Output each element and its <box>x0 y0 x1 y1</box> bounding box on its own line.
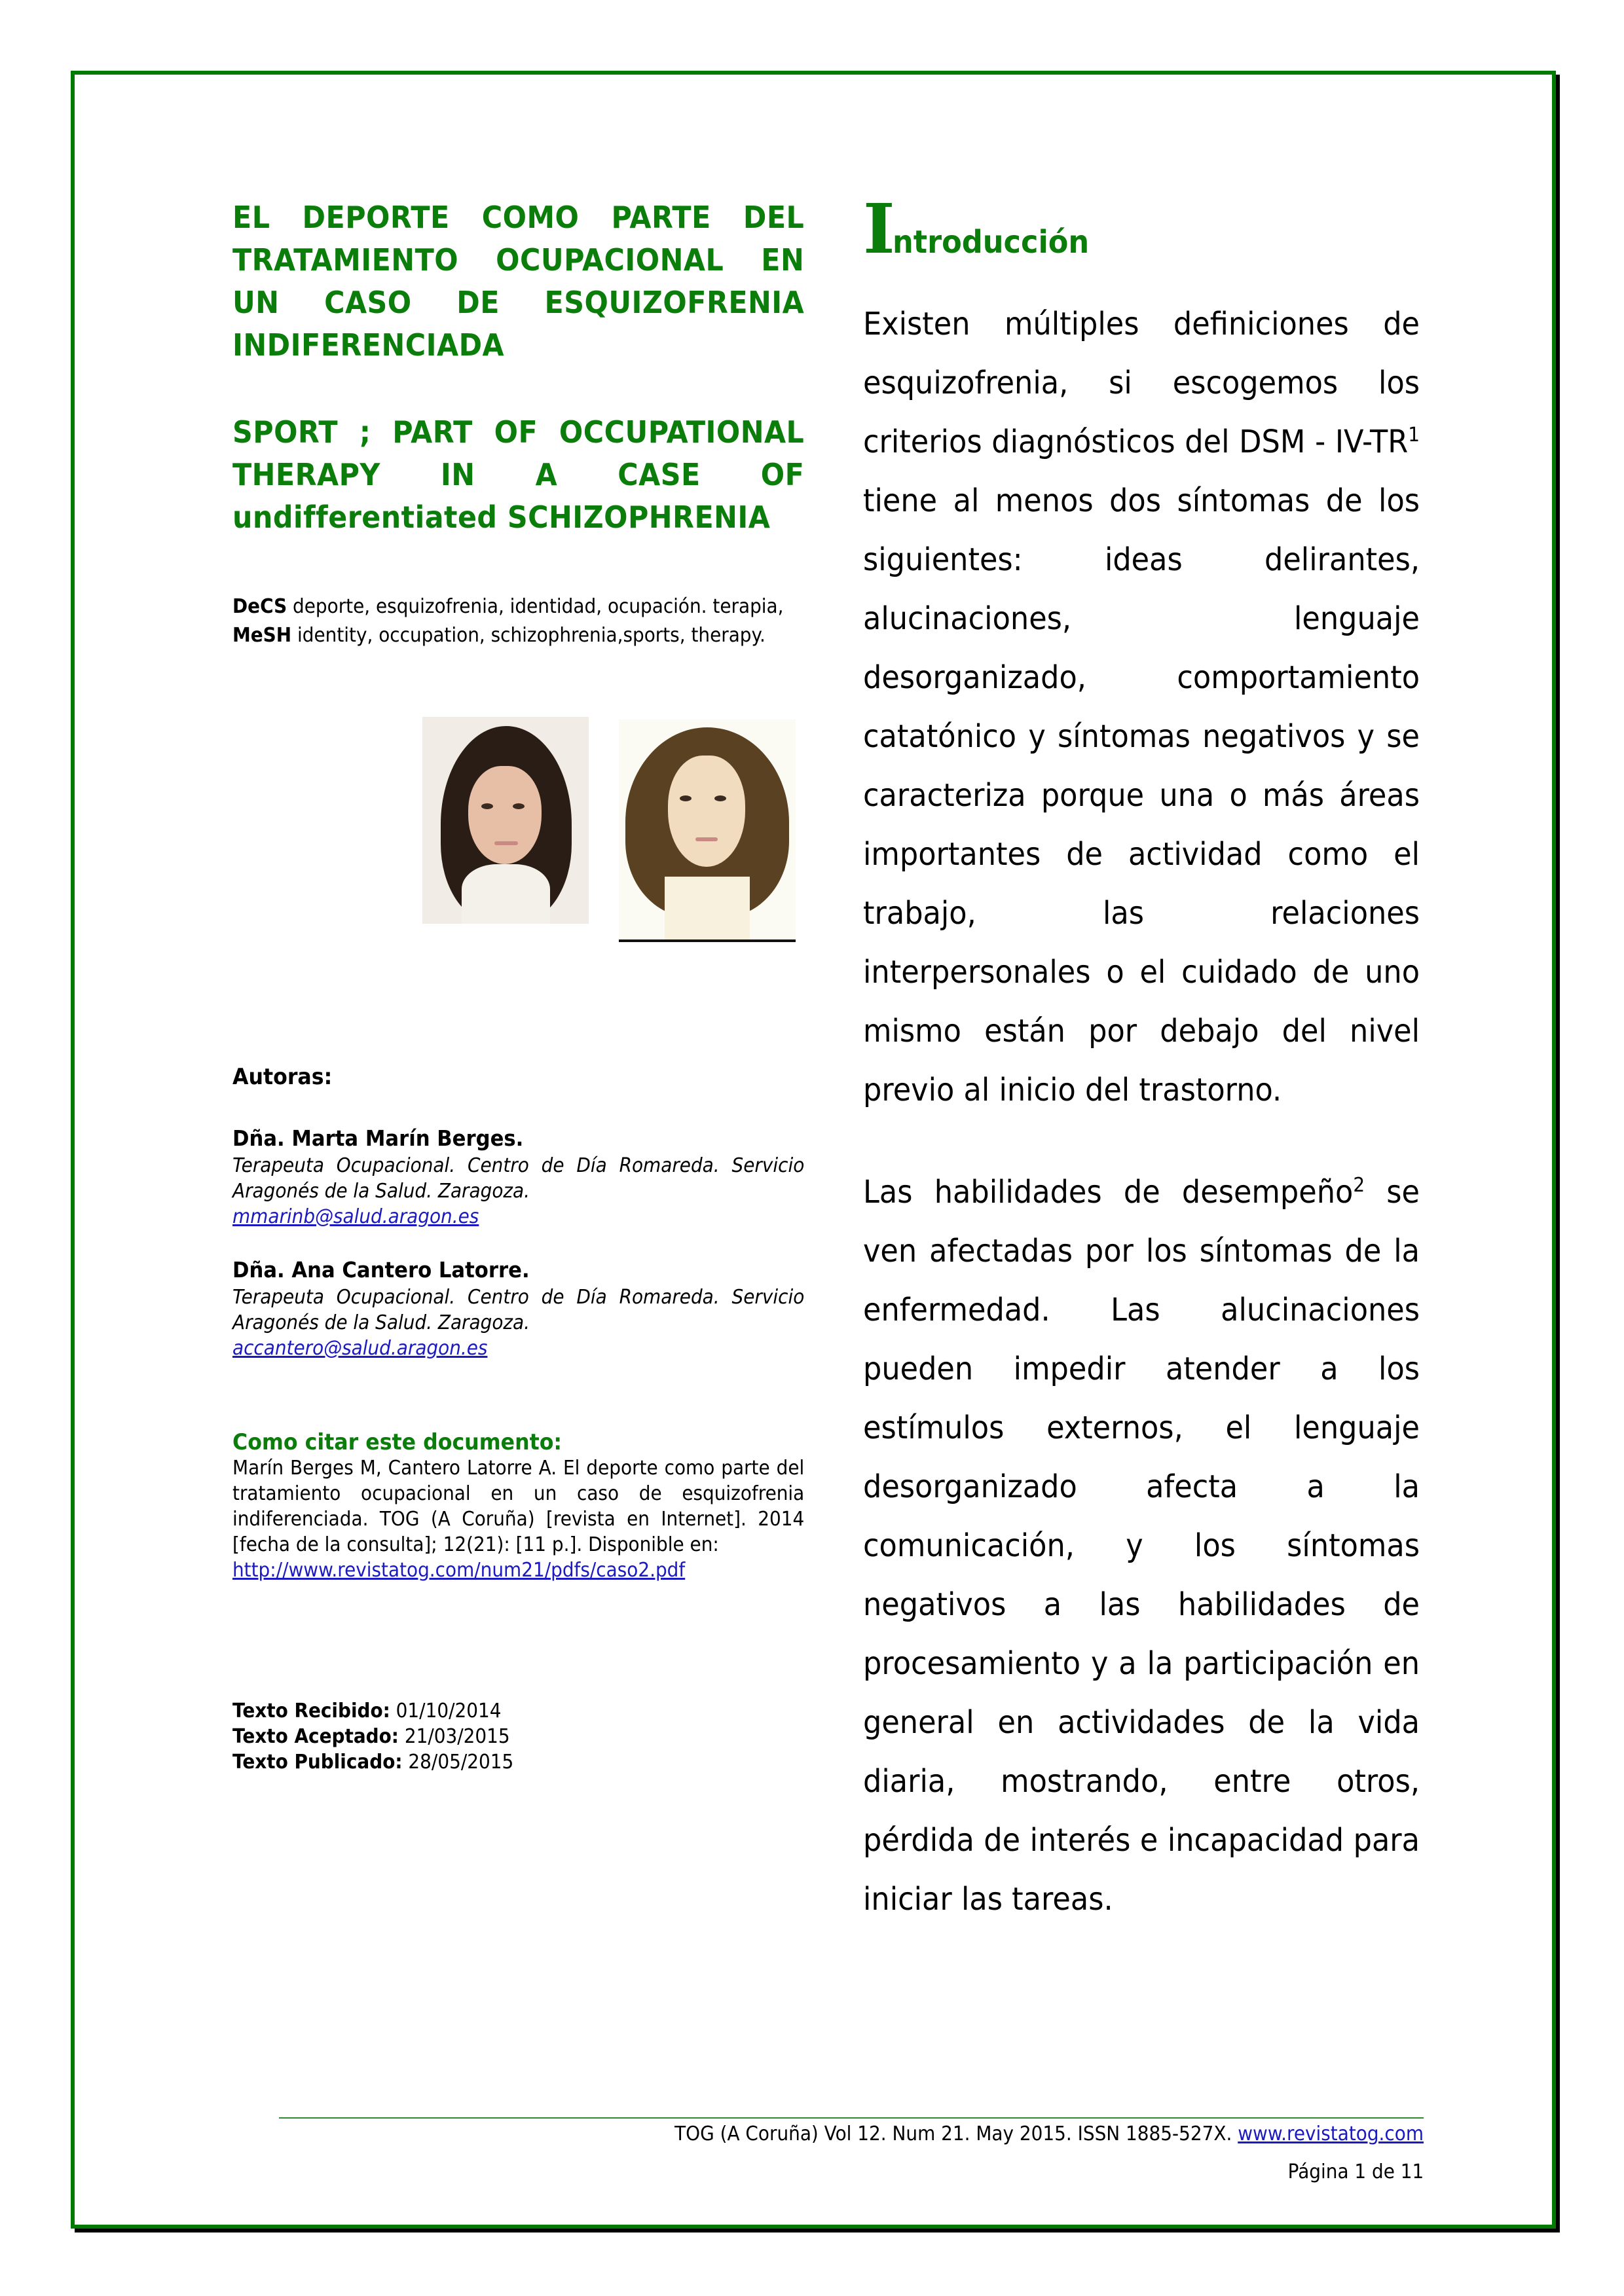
author-photos <box>232 717 804 966</box>
date-label: Texto Recibido: <box>232 1700 390 1722</box>
intro-paragraph-1 <box>863 295 1420 1120</box>
author-name: Dña. Marta Marín Berges. <box>232 1125 524 1151</box>
drop-initial: I <box>863 189 895 269</box>
keywords-block <box>232 592 804 650</box>
journal-citation: TOG (A Coruña) Vol 12. Num 21. May 2015. ISSN 1885-527X. <box>674 2123 1238 2145</box>
intro-paragraph-2 <box>863 1163 1420 1929</box>
date-accepted <box>232 1724 764 1749</box>
heading-rest: ntroducción <box>892 224 1089 261</box>
citation-heading: Como citar este documento: <box>232 1429 563 1455</box>
author-entry-2 <box>232 1256 804 1361</box>
title-english: SPORT ; PART OF OCCUPATIONAL THERAPY IN A CASE OF undifferentiated SCHIZOPHRENIA <box>232 414 805 535</box>
footer-journal-info <box>674 2121 1424 2147</box>
author-email-link[interactable]: accantero@salud.aragon.es <box>232 1337 488 1360</box>
date-received <box>232 1698 764 1724</box>
page-number: Página 1 de 11 <box>1287 2160 1424 2183</box>
mesh-label: MeSH <box>232 624 292 647</box>
author-name: Dña. Ana Cantero Latorre. <box>232 1257 530 1283</box>
author-photo-2 <box>619 720 796 942</box>
right-column <box>863 189 1420 1929</box>
date-value: 21/03/2015 <box>398 1725 510 1748</box>
footer-divider <box>279 2117 1424 2119</box>
mesh-keywords <box>232 621 804 650</box>
date-value: 28/05/2015 <box>402 1751 514 1774</box>
decs-label: DeCS <box>232 595 287 618</box>
citation-text: Marín Berges M, Cantero Latorre A. El deporte como parte del tratamiento ocupacional en un caso de esquizofrenia indiferenciada. TOG (A Coruña) [revista en Internet]. 2014 [fecha de la consulta]; 12(21): [11 p.]. Disponible en: <box>232 1457 805 1556</box>
paragraph-text: Existen múltiples definiciones de esquizofrenia, si escogemos los criterios diagnósticos del DSM - IV-TR <box>863 306 1420 460</box>
footnote-ref[interactable]: 1 <box>1408 424 1420 446</box>
author-affiliation: Terapeuta Ocupacional. Centro de Día Romareda. Servicio Aragonés de la Salud. Zaragoza. <box>232 1286 805 1334</box>
title-spanish: EL DEPORTE COMO PARTE DEL TRATAMIENTO OCUPACIONAL EN UN CASO DE ESQUIZOFRENIA INDIFERENCIADA <box>232 200 805 363</box>
date-published <box>232 1749 764 1775</box>
date-label: Texto Aceptado: <box>232 1725 399 1748</box>
left-column <box>232 196 804 1775</box>
citation-url-link[interactable]: http://www.revistatog.com/num21/pdfs/caso2.pdf <box>232 1559 686 1582</box>
authors-heading: Autoras: <box>232 1064 333 1090</box>
decs-text: deporte, esquizofrenia, identidad, ocupación. terapia, <box>287 595 784 618</box>
footnote-ref[interactable]: 2 <box>1353 1174 1365 1197</box>
date-label: Texto Publicado: <box>232 1751 403 1774</box>
paragraph-text: Las habilidades de desempeño <box>863 1174 1354 1211</box>
paragraph-text: tiene al menos dos síntomas de los siguientes: ideas delirantes, alucinaciones, lenguaje desorganizado, comportamiento catatónico y síntomas negativos y se caracteriza porque una o más áreas importantes de actividad como el trabajo, las relaciones interpersonales o el cuidado de uno mismo están por debajo del nivel previo al inicio del trastorno. <box>863 483 1420 1108</box>
dates-block <box>232 1698 764 1775</box>
author-affiliation: Terapeuta Ocupacional. Centro de Día Romareda. Servicio Aragonés de la Salud. Zaragoza. <box>232 1154 805 1203</box>
paragraph-text: se ven afectadas por los síntomas de la enfermedad. Las alucinaciones pueden impedir atender a los estímulos externos, el lenguaje desorganizado afecta a la comunicación, y los síntomas negativos a las habilidades de procesamiento y a la participación en general en actividades de la vida diaria, mostrando, entre otros, pérdida de interés e incapacidad para iniciar las tareas. <box>863 1174 1420 1918</box>
citation-block <box>232 1429 804 1583</box>
date-value: 01/10/2014 <box>390 1700 502 1722</box>
website-link[interactable]: www.revistatog.com <box>1238 2123 1424 2145</box>
author-entry-1 <box>232 1124 804 1230</box>
author-photo-1 <box>422 717 589 924</box>
decs-keywords <box>232 592 804 621</box>
introduction-heading <box>863 189 1420 269</box>
author-email-link[interactable]: mmarinb@salud.aragon.es <box>232 1205 479 1228</box>
mesh-text: identity, occupation, schizophrenia,sports, therapy. <box>291 624 766 647</box>
